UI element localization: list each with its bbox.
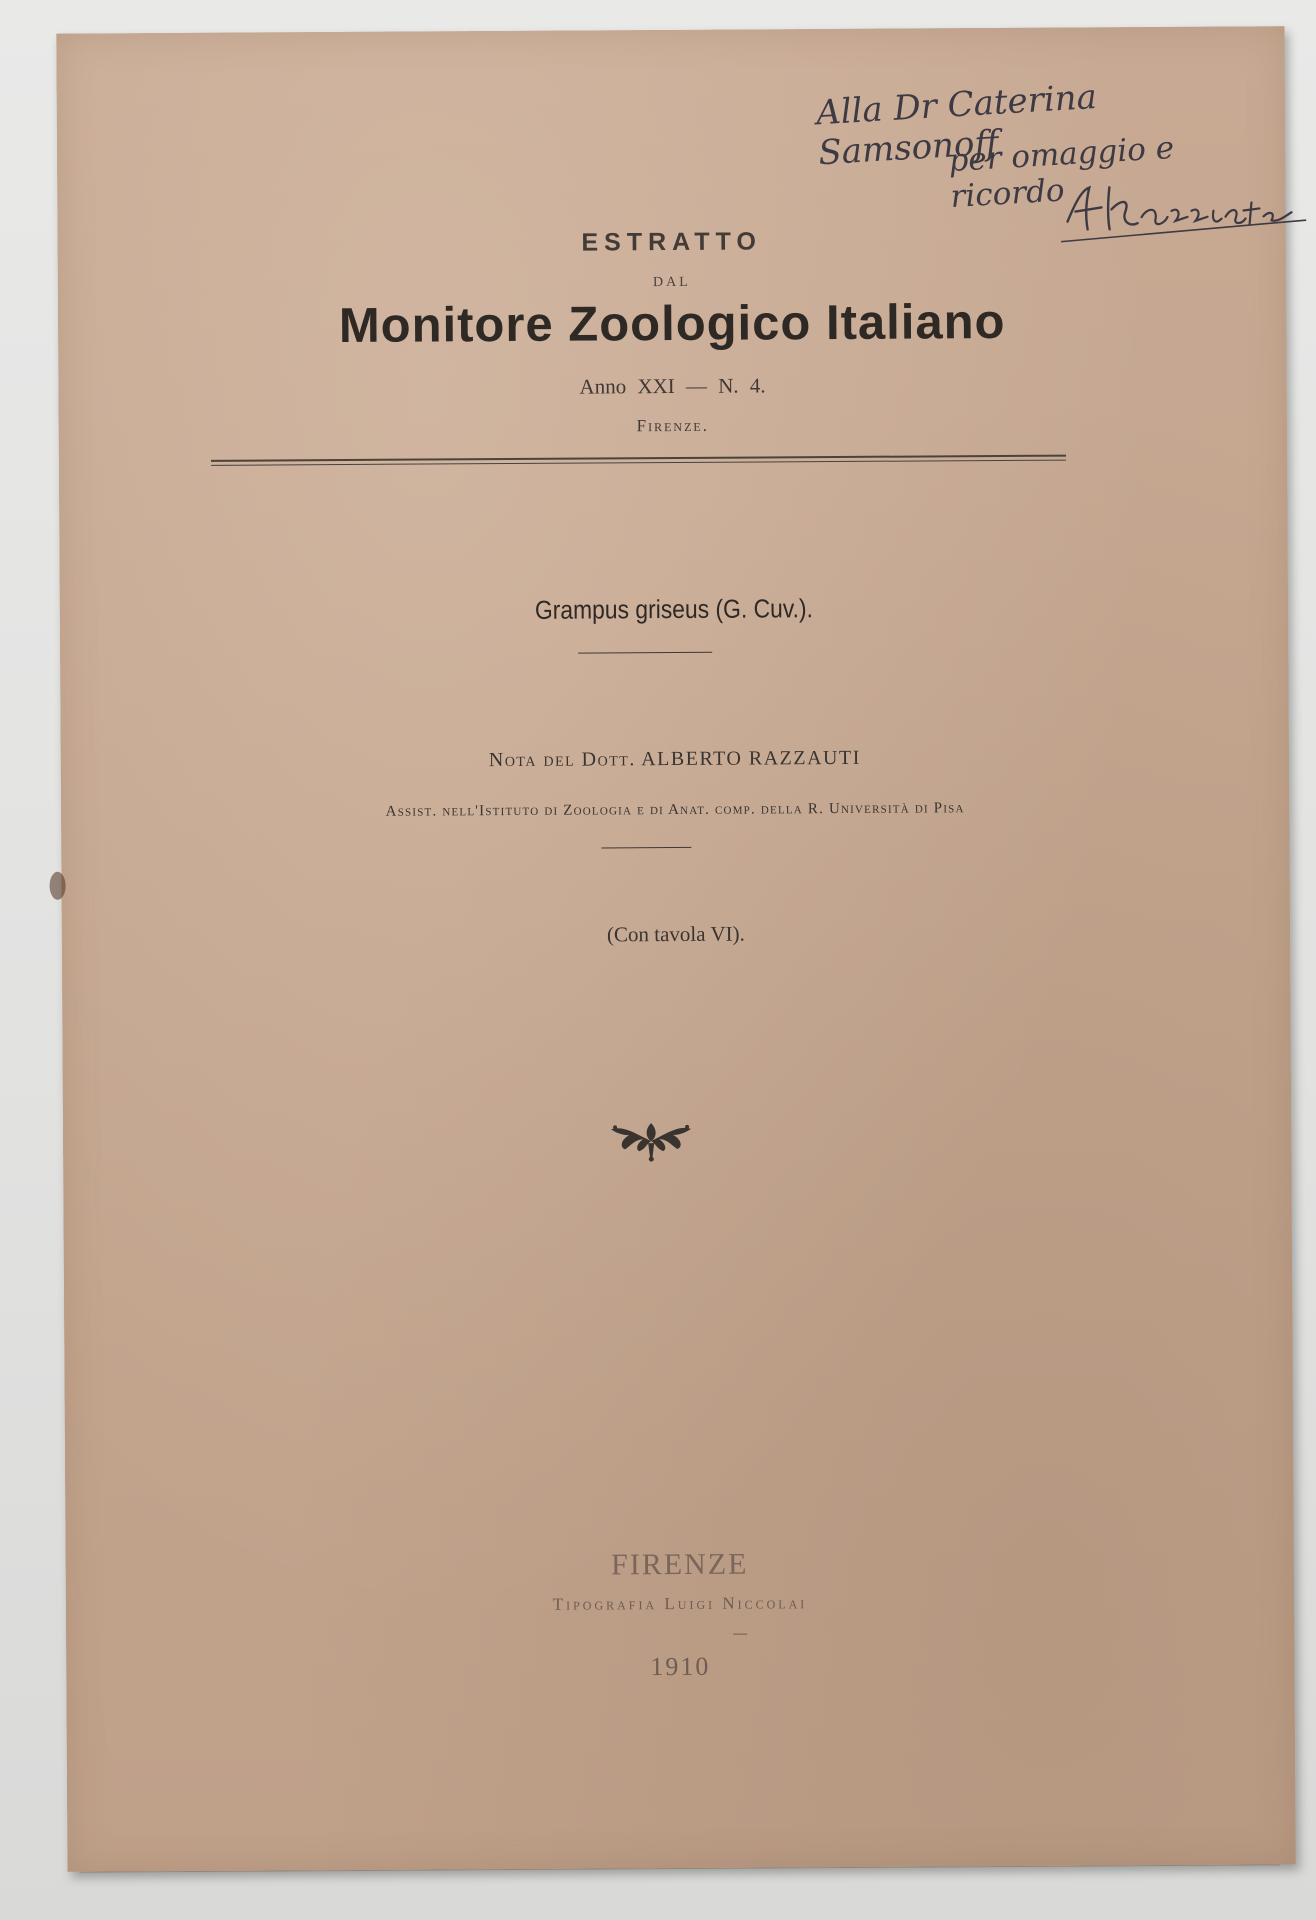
author-line: Nota del Dott. ALBERTO RAZZAUTI [488,746,861,772]
printer-name: Tipografia Luigi Niccolai [552,1593,808,1614]
article-title: Grampus griseus (G. Cuv.). [534,593,814,625]
pamphlet-cover [56,26,1295,1871]
issue-label: Anno XXI — N. 4. [579,373,766,399]
author-rule [601,847,691,849]
affiliation-line: Assist. nell'Istituto di Zoologia e di Anat. comp. della R. Università di Pisa [385,800,965,820]
double-rule [211,455,1066,466]
title-rule [578,652,712,654]
imprint-city: FIRENZE [610,1547,749,1582]
imprint-dash [733,1634,747,1635]
inscription-line-1: Alla Dr Caterina Samsonoff [815,77,1098,174]
dal-label: DAL [652,274,691,291]
publication-year: 1910 [650,1651,711,1682]
plate-note: (Con tavola VI). [606,921,745,947]
printer-ornament [605,1115,697,1164]
inscription-line-2: per omaggio e ricordo [947,129,1176,216]
estratto-heading: ESTRATTO [581,227,762,257]
stain-mark [50,872,66,900]
journal-city: Firenze. [636,415,710,436]
journal-title: Monitore Zoologico Italiano [338,294,1006,354]
